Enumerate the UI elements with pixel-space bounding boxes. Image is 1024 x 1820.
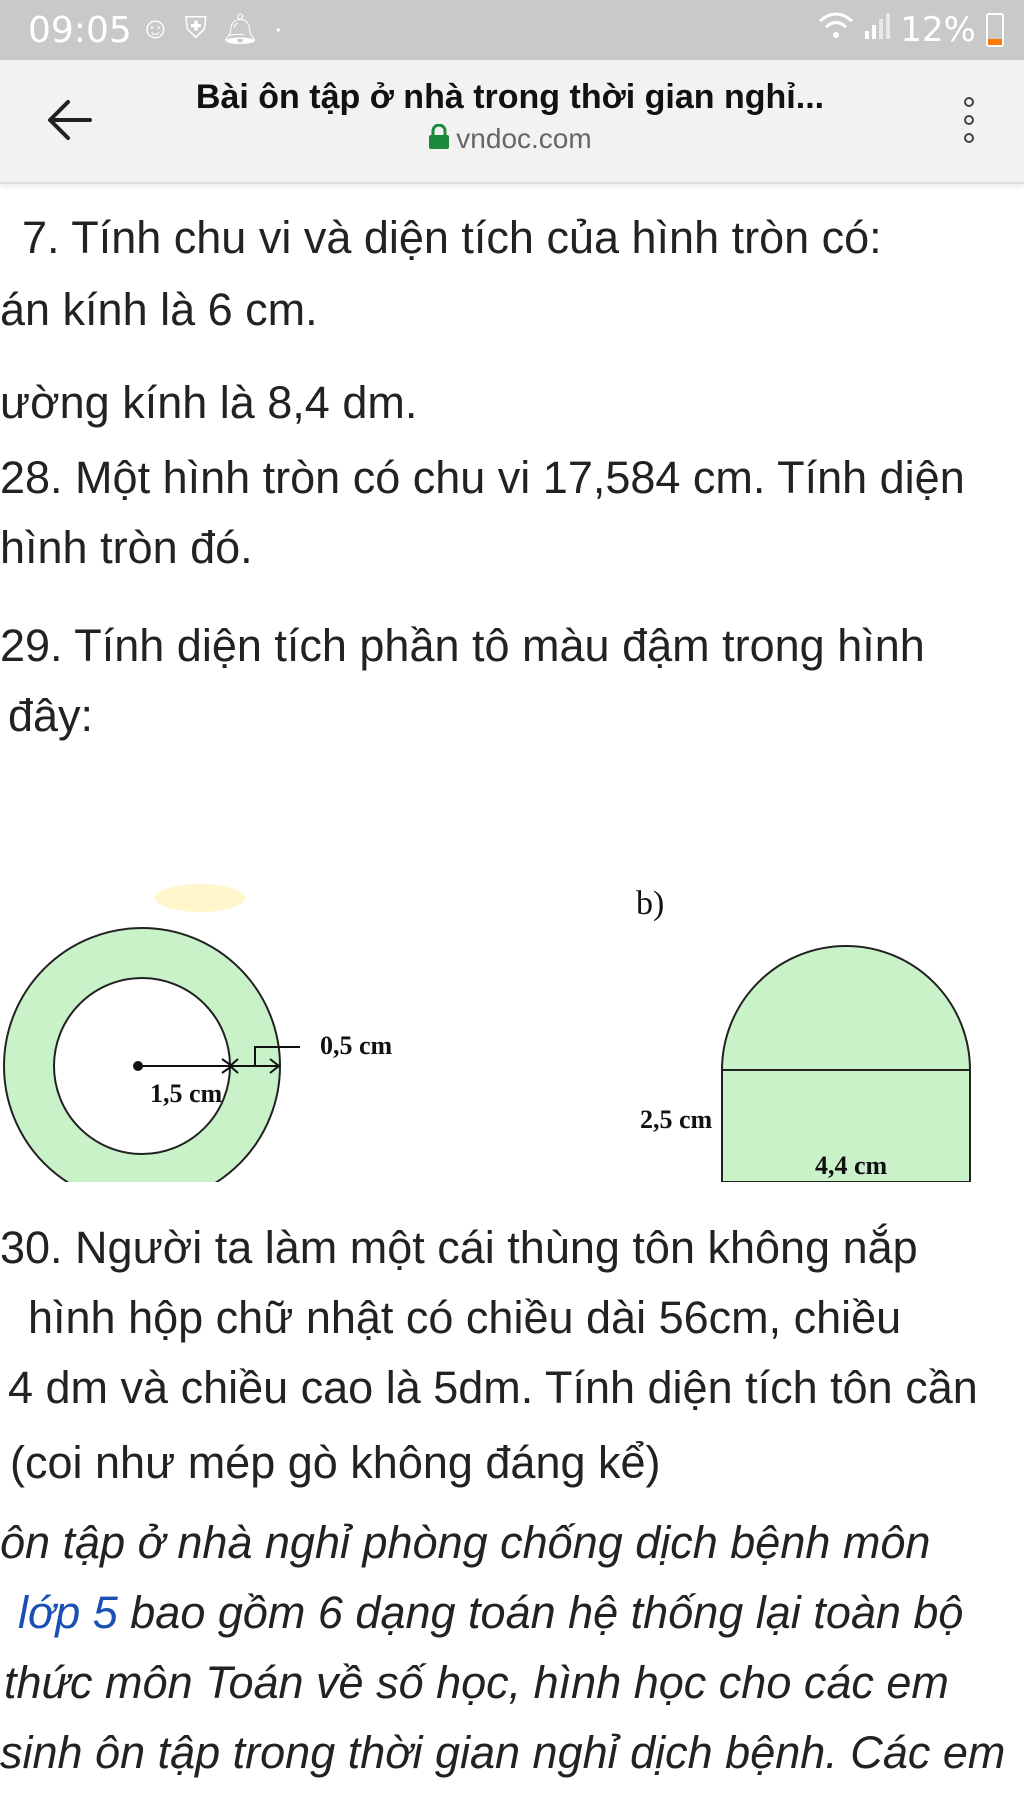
page-url xyxy=(150,123,870,157)
ring-width-label: 0,5 cm xyxy=(320,1031,393,1060)
more-options-button[interactable] xyxy=(954,90,984,150)
more-vertical-icon xyxy=(954,90,984,150)
shield-icon: ⛨ xyxy=(184,12,208,45)
rect-height-label: 2,5 cm xyxy=(640,1105,713,1134)
status-notification-icons xyxy=(140,12,283,47)
signal-icon xyxy=(864,10,890,50)
text-line: (coi như mép gò không đáng kể) xyxy=(10,1437,661,1488)
text-line: đây: xyxy=(8,690,94,741)
app-notification-icon: ☺ xyxy=(140,12,171,45)
battery-percent: 12% xyxy=(900,10,976,50)
semicircle-rectangle-figure xyxy=(722,946,970,1182)
bell-icon: 🔔︎ xyxy=(221,13,260,46)
rect-width-label: 4,4 cm xyxy=(815,1151,888,1180)
arrow-left-icon xyxy=(40,90,100,150)
text-line: án kính là 6 cm. xyxy=(0,284,318,335)
dot-icon: · xyxy=(273,12,284,45)
page-title: Bài ôn tập ở nhà trong thời gian nghỉ... xyxy=(195,78,825,116)
back-button[interactable] xyxy=(40,90,100,150)
exercise-figure xyxy=(0,802,1024,1182)
text-line: hình hộp chữ nhật có chiều dài 56cm, chiều xyxy=(28,1292,902,1343)
article-content xyxy=(0,182,1024,1820)
lock-icon xyxy=(428,124,450,157)
text-line: 29. Tính diện tích phần tô màu đậm trong hình xyxy=(0,620,925,671)
figure-b-label: b) xyxy=(636,885,665,922)
ring-figure xyxy=(4,928,300,1182)
ring-inner-radius-label: 1,5 cm xyxy=(150,1079,223,1108)
text-line: 30. Người ta làm một cái thùng tôn không nắp xyxy=(0,1222,918,1273)
status-system-icons xyxy=(818,10,1004,50)
status-time: 09:05 xyxy=(28,10,132,51)
text-segment: bao gồm 6 dạng toán hệ thống lại toàn bộ xyxy=(117,1587,964,1638)
text-line xyxy=(18,1587,963,1639)
text-line: 7. Tính chu vi và diện tích của hình tròn có: xyxy=(22,212,882,263)
battery-icon xyxy=(986,13,1004,47)
text-line: ôn tập ở nhà nghỉ phòng chống dịch bệnh môn xyxy=(0,1517,931,1568)
status-bar xyxy=(0,0,1024,60)
text-line: thức môn Toán về số học, hình học cho các em xyxy=(4,1657,949,1708)
browser-app-bar xyxy=(0,60,1024,184)
text-line: sinh ôn tập trong thời gian nghỉ dịch bệnh. Các em xyxy=(0,1727,1006,1778)
url-text: vndoc.com xyxy=(456,123,592,154)
text-line: 28. Một hình tròn có chu vi 17,584 cm. Tính diện xyxy=(0,452,965,503)
grade5-link[interactable]: lớp 5 xyxy=(18,1587,118,1638)
smudge-decoration xyxy=(155,884,245,912)
wifi-icon xyxy=(818,10,854,50)
text-line: ường kính là 8,4 dm. xyxy=(0,377,418,428)
geometry-figure xyxy=(0,802,1024,1182)
text-line: hình tròn đó. xyxy=(0,522,253,573)
page-title-block[interactable] xyxy=(150,78,870,157)
text-line: 4 dm và chiều cao là 5dm. Tính diện tích tôn cần xyxy=(8,1362,978,1413)
